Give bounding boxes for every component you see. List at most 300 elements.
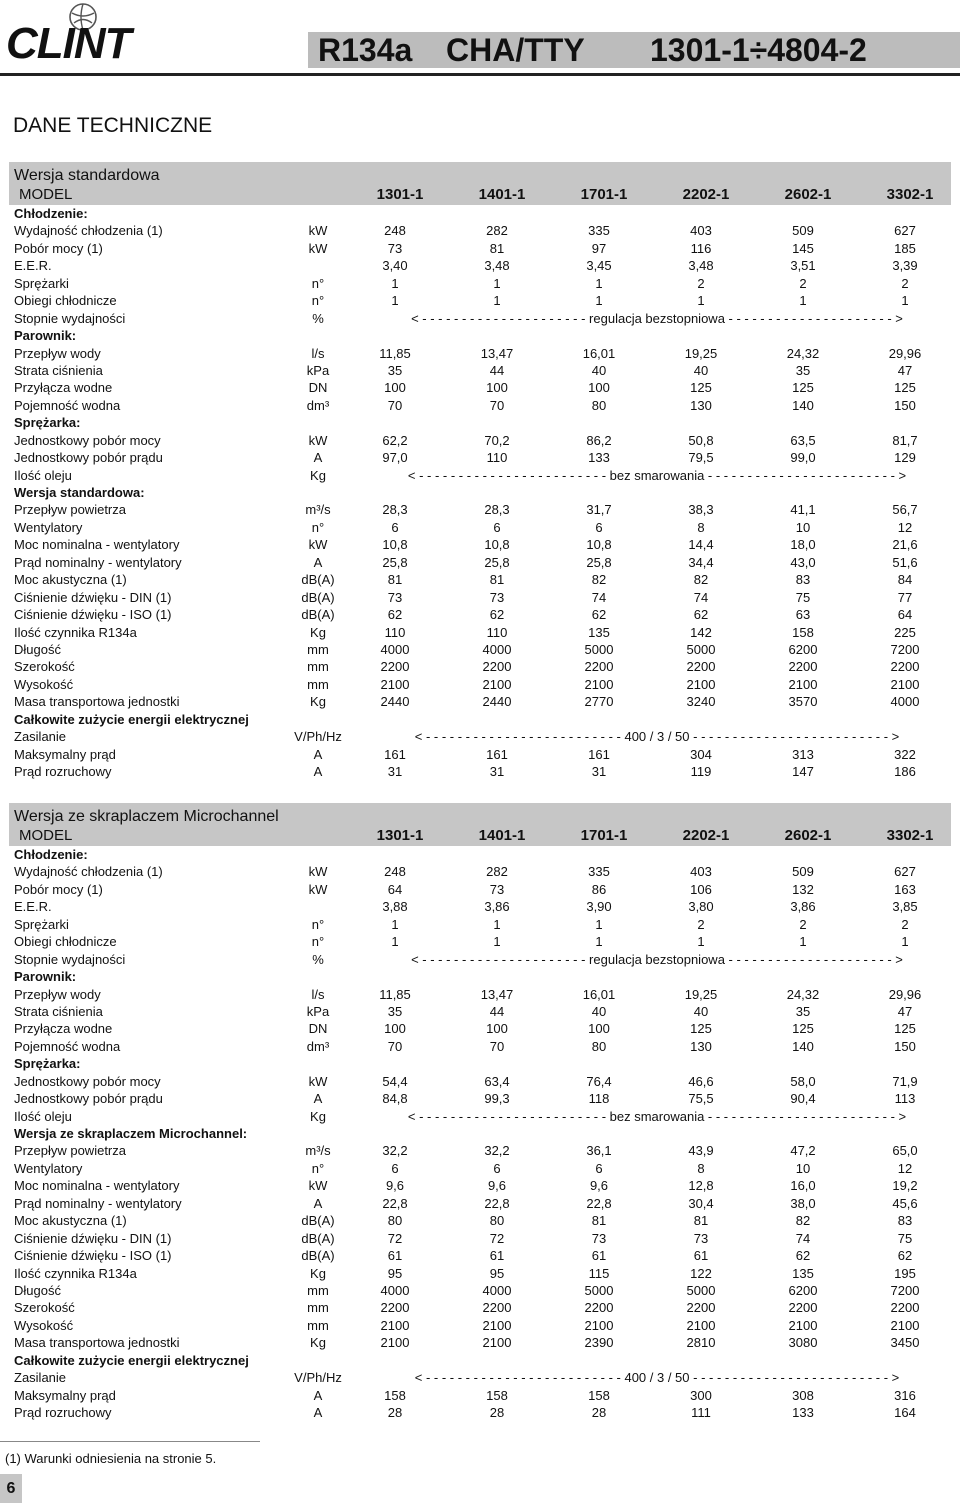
cell-value: 31 [489, 764, 505, 779]
table-row [9, 658, 951, 675]
cell-value: 40 [693, 1003, 709, 1019]
cell-value: 2100 [380, 1335, 410, 1351]
cell-value: 2770 [584, 694, 614, 710]
row-unit: Kg [310, 1265, 326, 1281]
table-row [9, 240, 951, 257]
cell-value: 8 [697, 1160, 705, 1176]
row-unit: n° [311, 1160, 325, 1176]
row-label: Przepływ powietrza [14, 1143, 126, 1159]
cell-value: 106 [690, 881, 712, 897]
row-label: Zasilanie [14, 729, 67, 745]
table-row [9, 519, 951, 536]
row-label: Ilość oleju [14, 467, 72, 483]
cell-value: 2100 [890, 676, 920, 692]
row-label: Przepływ powietrza [14, 502, 126, 518]
cell-value: 5000 [686, 641, 716, 657]
row-unit: Kg [310, 1108, 326, 1124]
row-unit: DN [308, 380, 328, 396]
group-heading: Chłodzenie: [14, 206, 88, 221]
cell-value: 125 [894, 380, 916, 396]
cell-value: 28,3 [484, 502, 510, 518]
row-unit: kPa [306, 362, 330, 378]
row-unit: kW [308, 864, 328, 880]
row-unit: m³/s [305, 502, 331, 518]
cell-value: 19,25 [684, 345, 718, 361]
span-value: < - - - - - - - - - - - - - - - - - - - - - - - - bez smarowania - - - - - - - - - - - - - - - - - - - - - - - - > [407, 1108, 907, 1124]
table-row [9, 846, 951, 863]
table-row [9, 257, 951, 274]
cell-value: 4000 [890, 694, 920, 710]
cell-value: 130 [690, 397, 712, 413]
cell-value: 32,2 [484, 1143, 510, 1159]
cell-value: 122 [690, 1265, 712, 1281]
row-unit: dB(A) [301, 1248, 335, 1264]
section-header [9, 162, 951, 205]
cell-value: 2200 [482, 1300, 512, 1316]
cell-value: 16,01 [582, 345, 616, 361]
cell-value: 29,96 [888, 986, 922, 1002]
cell-value: 2200 [584, 1300, 614, 1316]
row-label: Wysokość [14, 1317, 74, 1333]
cell-value: 150 [894, 397, 916, 413]
table-row [9, 863, 951, 880]
cell-value: 80 [387, 1213, 403, 1229]
cell-value: 6 [493, 519, 501, 535]
cell-value: 133 [588, 450, 610, 466]
row-unit: kPa [306, 1003, 330, 1019]
cell-value: 12 [897, 1160, 913, 1176]
series-label: CHA/TTY [446, 32, 585, 68]
cell-value: 72 [489, 1230, 505, 1246]
cell-value: 142 [690, 624, 712, 640]
cell-value: 25,8 [382, 554, 408, 570]
row-unit: mm [307, 659, 329, 675]
cell-value: 71,9 [892, 1073, 918, 1089]
row-unit: dB(A) [301, 1213, 335, 1229]
cell-value: 130 [690, 1038, 712, 1054]
cell-value: 6 [595, 1160, 603, 1176]
cell-value: 282 [486, 223, 508, 239]
footnote: (1) Warunki odniesienia na stronie 5. [5, 1451, 217, 1466]
cell-value: 22,8 [382, 1195, 408, 1211]
cell-value: 2200 [482, 659, 512, 675]
cell-value: 125 [690, 1021, 712, 1037]
cell-value: 308 [792, 1387, 814, 1403]
row-unit: % [312, 310, 324, 326]
model-name: 1701-1 [580, 186, 628, 203]
group-heading: Parownik: [14, 328, 77, 344]
cell-value: 74 [591, 589, 607, 605]
cell-value: 81 [693, 1213, 709, 1229]
cell-value: 147 [792, 764, 814, 779]
cell-value: 54,4 [382, 1073, 408, 1089]
cell-value: 43,9 [688, 1143, 714, 1159]
cell-value: 45,6 [892, 1195, 918, 1211]
cell-value: 4000 [380, 641, 410, 657]
cell-value: 1 [697, 293, 705, 309]
cell-value: 63 [795, 607, 811, 623]
cell-value: 1 [697, 934, 705, 950]
cell-value: 1 [493, 275, 501, 291]
group-heading: Całkowite zużycie energii elektrycznej [14, 711, 249, 727]
model-name: 2602-1 [784, 827, 832, 844]
cell-value: 62 [897, 1248, 913, 1264]
cell-value: 5000 [584, 1282, 614, 1298]
table-standard-version [9, 162, 951, 780]
table-row [9, 1265, 951, 1282]
page-header [0, 0, 960, 80]
table-row [9, 916, 951, 933]
header-rule [0, 73, 960, 76]
cell-value: 86 [591, 881, 607, 897]
cell-value: 13,47 [480, 345, 514, 361]
table-row [9, 746, 951, 763]
cell-value: 11,85 [379, 986, 411, 1002]
row-label: Prąd rozruchowy [14, 764, 112, 779]
table-row [9, 571, 951, 588]
row-unit: Kg [310, 1335, 326, 1351]
row-label: Ilość oleju [14, 1108, 72, 1124]
table-row [9, 414, 951, 431]
table-row [9, 1160, 951, 1177]
cell-value: 46,6 [688, 1073, 714, 1089]
cell-value: 125 [690, 380, 712, 396]
row-label: Ciśnienie dźwięku - ISO (1) [14, 1248, 172, 1264]
row-label: Szerokość [14, 659, 75, 675]
row-unit: V/Ph/Hz [294, 1370, 342, 1386]
row-label: Wentylatory [14, 1160, 83, 1176]
cell-value: 62 [693, 607, 709, 623]
cell-value: 32,2 [382, 1143, 408, 1159]
cell-value: 125 [894, 1021, 916, 1037]
row-label: Jednostkowy pobór prądu [14, 450, 163, 466]
cell-value: 164 [894, 1405, 916, 1420]
group-heading: Całkowite zużycie energii elektrycznej [14, 1352, 249, 1368]
cell-value: 73 [387, 589, 403, 605]
group-heading: Sprężarka: [14, 1056, 81, 1072]
cell-value: 1 [493, 934, 501, 950]
row-label: Wydajność chłodzenia (1) [14, 864, 163, 880]
table-row [9, 986, 951, 1003]
cell-value: 80 [489, 1213, 505, 1229]
cell-value: 82 [693, 572, 709, 588]
cell-value: 6 [391, 1160, 399, 1176]
cell-value: 316 [894, 1387, 916, 1403]
logo-text: CLINT [6, 19, 131, 68]
cell-value: 47 [897, 362, 913, 378]
cell-value: 1 [901, 293, 909, 309]
cell-value: 83 [795, 572, 811, 588]
row-label: Strata ciśnienia [14, 362, 103, 378]
row-unit: l/s [311, 986, 325, 1002]
cell-value: 2440 [380, 694, 410, 710]
table-row [9, 345, 951, 362]
table-row [9, 693, 951, 710]
cell-value: 35 [387, 362, 403, 378]
row-unit: dB(A) [301, 1230, 335, 1246]
cell-value: 2100 [788, 1317, 818, 1333]
cell-value: 3,80 [688, 899, 714, 915]
model-name: 1401-1 [478, 186, 526, 203]
row-label: Wydajność chłodzenia (1) [14, 223, 163, 239]
cell-value: 61 [489, 1248, 505, 1264]
cell-value: 65,0 [892, 1143, 918, 1159]
cell-value: 81 [489, 240, 505, 256]
cell-value: 115 [588, 1265, 610, 1281]
cell-value: 74 [693, 589, 709, 605]
model-name: 1301-1 [376, 827, 424, 844]
row-label: Ilość czynnika R134a [14, 1265, 137, 1281]
table-row [9, 1404, 951, 1421]
row-label: Ciśnienie dźwięku - ISO (1) [14, 607, 172, 623]
cell-value: 140 [792, 397, 814, 413]
cell-value: 3240 [686, 694, 716, 710]
group-heading: Parownik: [14, 969, 77, 985]
row-unit: kW [308, 1073, 328, 1089]
cell-value: 11,85 [379, 345, 411, 361]
cell-value: 3570 [788, 694, 818, 710]
cell-value: 100 [486, 380, 508, 396]
cell-value: 70,2 [484, 432, 510, 448]
row-label: Ciśnienie dźwięku - DIN (1) [14, 589, 172, 605]
cell-value: 100 [588, 1021, 610, 1037]
cell-value: 64 [387, 881, 403, 897]
cell-value: 51,6 [892, 554, 918, 570]
section-title: Wersja standardowa [14, 167, 160, 184]
cell-value: 35 [795, 362, 811, 378]
model-label: MODEL [19, 186, 73, 203]
table-row [9, 1142, 951, 1159]
cell-value: 56,7 [892, 502, 918, 518]
cell-value: 133 [792, 1405, 814, 1420]
cell-value: 2200 [584, 659, 614, 675]
cell-value: 3,48 [688, 258, 714, 274]
row-label: Stopnie wydajności [14, 310, 126, 326]
cell-value: 2100 [686, 676, 716, 692]
table-row [9, 536, 951, 553]
cell-value: 2100 [380, 676, 410, 692]
cell-value: 74 [795, 1230, 811, 1246]
cell-value: 313 [792, 746, 814, 762]
cell-value: 195 [894, 1265, 916, 1281]
cell-value: 110 [384, 624, 406, 640]
table-row [9, 1020, 951, 1037]
row-unit: A [313, 746, 323, 762]
cell-value: 31 [387, 764, 403, 779]
cell-value: 70 [489, 397, 505, 413]
table-row [9, 327, 951, 344]
row-unit: A [313, 1091, 323, 1107]
cell-value: 16,0 [790, 1178, 816, 1194]
cell-value: 81 [387, 572, 403, 588]
row-unit: n° [311, 934, 325, 950]
cell-value: 38,0 [790, 1195, 816, 1211]
cell-value: 2 [901, 916, 909, 932]
cell-value: 2100 [788, 676, 818, 692]
cell-value: 3,51 [790, 258, 816, 274]
cell-value: 10,8 [382, 537, 408, 553]
cell-value: 119 [690, 764, 712, 779]
row-label: Maksymalny prąd [14, 1387, 116, 1403]
row-label: Obiegi chłodnicze [14, 934, 117, 950]
cell-value: 72 [387, 1230, 403, 1246]
cell-value: 64 [897, 607, 913, 623]
cell-value: 99,3 [484, 1091, 510, 1107]
cell-value: 2 [901, 275, 909, 291]
cell-value: 185 [894, 240, 916, 256]
cell-value: 5000 [686, 1282, 716, 1298]
model-name: 2202-1 [682, 186, 730, 203]
table-row [9, 1038, 951, 1055]
cell-value: 2100 [584, 676, 614, 692]
row-unit: V/Ph/Hz [294, 729, 342, 745]
cell-value: 100 [384, 380, 406, 396]
row-label: Przyłącza wodne [14, 380, 113, 396]
model-name: 1401-1 [478, 827, 526, 844]
cell-value: 36,1 [586, 1143, 612, 1159]
cell-value: 3,88 [382, 899, 408, 915]
group-heading: Wersja ze skraplaczem Microchannel: [14, 1126, 248, 1141]
cell-value: 73 [591, 1230, 607, 1246]
cell-value: 40 [591, 362, 607, 378]
table-row [9, 1003, 951, 1020]
row-label: Wysokość [14, 676, 74, 692]
table-row [9, 711, 951, 728]
cell-value: 304 [690, 746, 712, 762]
row-unit: mm [307, 1282, 329, 1298]
model-label: MODEL [19, 827, 73, 844]
cell-value: 18,0 [790, 537, 816, 553]
cell-value: 9,6 [385, 1178, 405, 1194]
cell-value: 2 [697, 275, 705, 291]
table-row [9, 397, 951, 414]
cell-value: 2200 [686, 1300, 716, 1316]
row-label: Jednostkowy pobór mocy [14, 1073, 161, 1089]
cell-value: 75,5 [688, 1091, 714, 1107]
cell-value: 73 [489, 589, 505, 605]
table-row [9, 728, 951, 745]
cell-value: 79,5 [688, 450, 714, 466]
cell-value: 2200 [380, 1300, 410, 1316]
cell-value: 1 [595, 293, 603, 309]
row-unit: Kg [310, 624, 326, 640]
cell-value: 509 [792, 864, 814, 880]
cell-value: 97 [591, 240, 607, 256]
cell-value: 335 [588, 864, 610, 880]
cell-value: 2100 [686, 1317, 716, 1333]
cell-value: 24,32 [786, 986, 820, 1002]
cell-value: 627 [894, 864, 916, 880]
table-row [9, 1090, 951, 1107]
cell-value: 2100 [482, 676, 512, 692]
cell-value: 3,86 [484, 899, 510, 915]
table-row [9, 1282, 951, 1299]
row-unit: kW [308, 537, 328, 553]
cell-value: 2100 [380, 1317, 410, 1333]
cell-value: 403 [690, 864, 712, 880]
cell-value: 16,01 [582, 986, 616, 1002]
cell-value: 2100 [482, 1335, 512, 1351]
table-row [9, 1177, 951, 1194]
cell-value: 82 [591, 572, 607, 588]
cell-value: 163 [894, 881, 916, 897]
cell-value: 30,4 [688, 1195, 714, 1211]
cell-value: 70 [387, 1038, 403, 1054]
cell-value: 100 [486, 1021, 508, 1037]
cell-value: 140 [792, 1038, 814, 1054]
cell-value: 3,48 [484, 258, 510, 274]
cell-value: 24,32 [786, 345, 820, 361]
cell-value: 135 [588, 624, 610, 640]
cell-value: 10,8 [484, 537, 510, 553]
model-row [14, 185, 946, 205]
cell-value: 1 [391, 275, 399, 291]
table-row [9, 933, 951, 950]
cell-value: 62 [795, 1248, 811, 1264]
model-row [14, 826, 946, 846]
cell-value: 7200 [890, 1282, 920, 1298]
cell-value: 83 [897, 1213, 913, 1229]
table-row [9, 432, 951, 449]
row-unit: dB(A) [301, 572, 335, 588]
cell-value: 282 [486, 864, 508, 880]
cell-value: 113 [894, 1091, 916, 1107]
cell-value: 82 [795, 1213, 811, 1229]
cell-value: 7200 [890, 641, 920, 657]
table-row [9, 1212, 951, 1229]
row-label: Masa transportowa jednostki [14, 1335, 180, 1351]
cell-value: 75 [795, 589, 811, 605]
refrigerant-label: R134a [318, 32, 413, 68]
row-label: Prąd nominalny - wentylatory [14, 554, 182, 570]
cell-value: 4000 [380, 1282, 410, 1298]
cell-value: 28 [387, 1405, 403, 1420]
cell-value: 110 [486, 450, 508, 466]
cell-value: 100 [588, 380, 610, 396]
cell-value: 10 [795, 519, 811, 535]
table-row [9, 1230, 951, 1247]
cell-value: 2 [799, 275, 807, 291]
section-header [9, 803, 951, 846]
cell-value: 44 [489, 362, 505, 378]
section-title: Wersja ze skraplaczem Microchannel [14, 808, 279, 825]
cell-value: 25,8 [484, 554, 510, 570]
cell-value: 13,47 [480, 986, 514, 1002]
cell-value: 3,85 [892, 899, 918, 915]
row-unit: kW [308, 881, 328, 897]
model-range-label: 1301-1÷4804-2 [650, 32, 867, 68]
table-row [9, 951, 951, 968]
cell-value: 158 [792, 624, 814, 640]
cell-value: 41,1 [790, 502, 816, 518]
cell-value: 81 [489, 572, 505, 588]
cell-value: 58,0 [790, 1073, 816, 1089]
cell-value: 40 [693, 362, 709, 378]
cell-value: 2100 [482, 1317, 512, 1333]
cell-value: 47 [897, 1003, 913, 1019]
table-row [9, 606, 951, 623]
cell-value: 6 [391, 519, 399, 535]
cell-value: 73 [387, 240, 403, 256]
cell-value: 125 [792, 1021, 814, 1037]
cell-value: 3,40 [382, 258, 408, 274]
row-unit: mm [307, 676, 329, 692]
table-row [9, 1055, 951, 1072]
cell-value: 76,4 [586, 1073, 612, 1089]
cell-value: 10,8 [586, 537, 612, 553]
cell-value: 61 [693, 1248, 709, 1264]
cell-value: 158 [588, 1387, 610, 1403]
